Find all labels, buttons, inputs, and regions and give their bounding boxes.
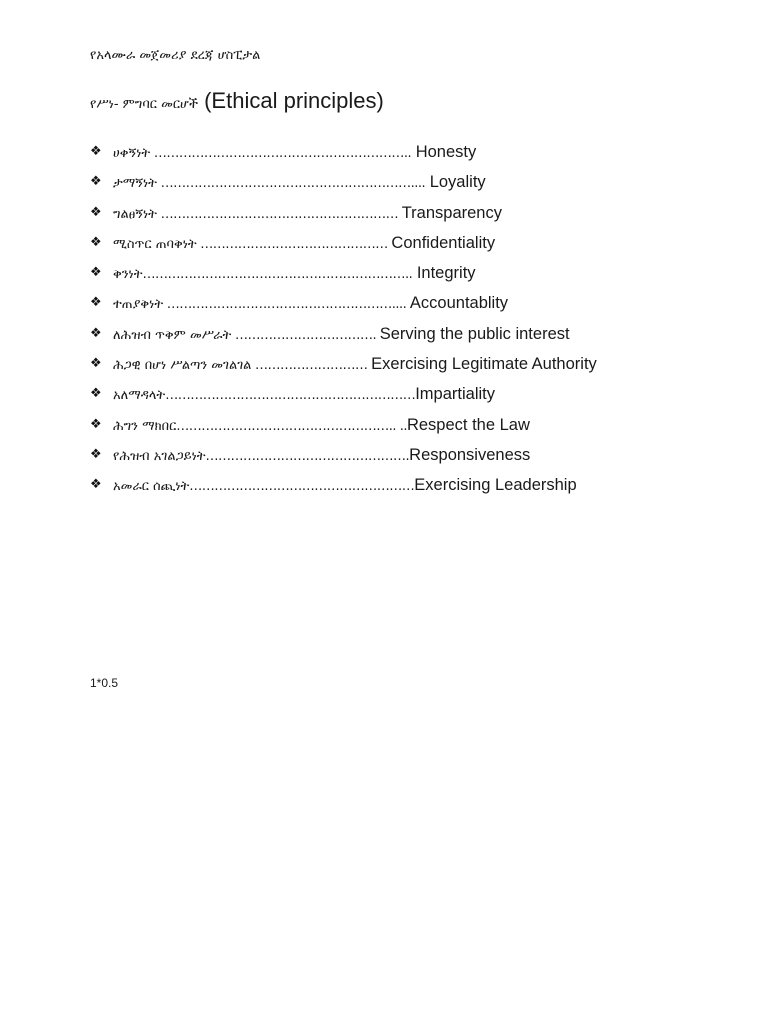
diamond-bullet-icon: ❖	[90, 144, 102, 159]
diamond-bullet-icon: ❖	[90, 174, 102, 190]
section-title	[90, 88, 384, 114]
principle-english: Serving the public interest	[379, 324, 570, 343]
dot-leader: ……………………………………………………	[165, 388, 416, 404]
dot-leader: ………………………………………………	[189, 479, 415, 495]
principle-english: Accountablity	[409, 294, 509, 313]
list-item	[90, 229, 650, 259]
list-item	[90, 380, 650, 410]
principle-english: Respect the Law	[406, 415, 530, 434]
list-item-content	[113, 380, 650, 410]
list-item-content	[113, 168, 650, 198]
list-item-content	[113, 138, 650, 168]
list-item	[90, 289, 650, 319]
ethical-principles-list	[90, 138, 650, 502]
principle-english: Exercising Legitimate Authority	[371, 355, 597, 374]
dot-leader: …………………………………………….. ..	[176, 418, 407, 434]
principle-english: Exercising Leadership	[414, 476, 577, 495]
diamond-bullet-icon: ❖	[90, 446, 102, 462]
list-item-content	[113, 320, 650, 350]
principle-english: Impartiality	[415, 385, 495, 404]
principle-english: Integrity	[412, 264, 476, 283]
list-item-content	[113, 411, 650, 441]
list-item-content	[113, 229, 650, 259]
diamond-bullet-icon: ❖	[90, 204, 102, 220]
document-heading: የአላሙራ መጀመሪያ ደረጃ ሆስፒታል	[90, 48, 261, 63]
principle-amharic: ታማኝነት	[113, 176, 157, 192]
dot-leader: ……………………………………………………..	[150, 146, 412, 161]
dot-leader: ………………………	[251, 358, 372, 374]
principle-english: Responsiveness	[409, 445, 531, 464]
page-footer-note: 1*0.5	[90, 676, 119, 690]
section-title-amharic: የሥነ- ምግባር መርሆች	[90, 97, 199, 112]
list-item-content	[113, 441, 650, 471]
diamond-bullet-icon: ❖	[90, 386, 102, 402]
list-item	[90, 138, 650, 168]
list-item	[90, 199, 650, 229]
dot-leader: ……………………………………………………....	[156, 176, 426, 192]
principle-english: Loyality	[425, 173, 486, 192]
principle-amharic: ሚስጥር ጠባቅነት	[113, 236, 197, 252]
principle-amharic: አለማዳላት	[113, 388, 166, 404]
diamond-bullet-icon: ❖	[90, 265, 102, 281]
dot-leader: ………………………………………….	[205, 448, 410, 464]
principle-amharic: ግልፀኝነት	[113, 206, 157, 222]
section-title-english: (Ethical principles)	[204, 88, 384, 113]
dot-leader: ………………………………………	[196, 236, 392, 252]
list-item	[90, 350, 650, 380]
dot-leader: …………………………….	[231, 327, 380, 343]
principle-amharic: ሀቀኝነት	[113, 146, 151, 161]
list-item	[90, 320, 650, 350]
list-item	[90, 411, 650, 441]
dot-leader: ………………………………………………....	[163, 297, 410, 313]
principle-english: Confidentiality	[391, 233, 496, 252]
list-item	[90, 441, 650, 471]
dot-leader: ………………………………………………………..	[142, 267, 413, 283]
list-item-content	[113, 199, 650, 229]
list-item	[90, 259, 650, 289]
diamond-bullet-icon: ❖	[90, 234, 102, 250]
diamond-bullet-icon: ❖	[90, 356, 102, 372]
list-item	[90, 168, 650, 198]
list-item-content	[113, 471, 650, 501]
principle-amharic: የሕዝብ አገልጋይነት	[113, 448, 206, 464]
dot-leader: …………………………………………………	[156, 206, 402, 222]
principle-amharic: ሕግን ማክበር	[113, 418, 177, 434]
principle-english: Honesty	[411, 143, 477, 161]
diamond-bullet-icon: ❖	[90, 477, 102, 493]
list-item-content	[113, 350, 650, 380]
principle-amharic: ለሕዝብ ጥቅም መሥራት	[113, 327, 232, 343]
principle-amharic: ቅንነት	[113, 267, 143, 283]
principle-amharic: ሕጋዊ በሆነ ሥልጣን መገልገል	[113, 358, 252, 374]
diamond-bullet-icon: ❖	[90, 325, 102, 341]
principle-english: Transparency	[401, 203, 502, 222]
diamond-bullet-icon: ❖	[90, 416, 102, 432]
list-item-content	[113, 289, 650, 319]
principle-amharic: አመራር ሰጪነት	[113, 479, 190, 495]
principle-amharic: ተጠያቅነት	[113, 297, 164, 313]
diamond-bullet-icon: ❖	[90, 295, 102, 311]
list-item-content	[113, 259, 650, 289]
list-item	[90, 471, 650, 501]
